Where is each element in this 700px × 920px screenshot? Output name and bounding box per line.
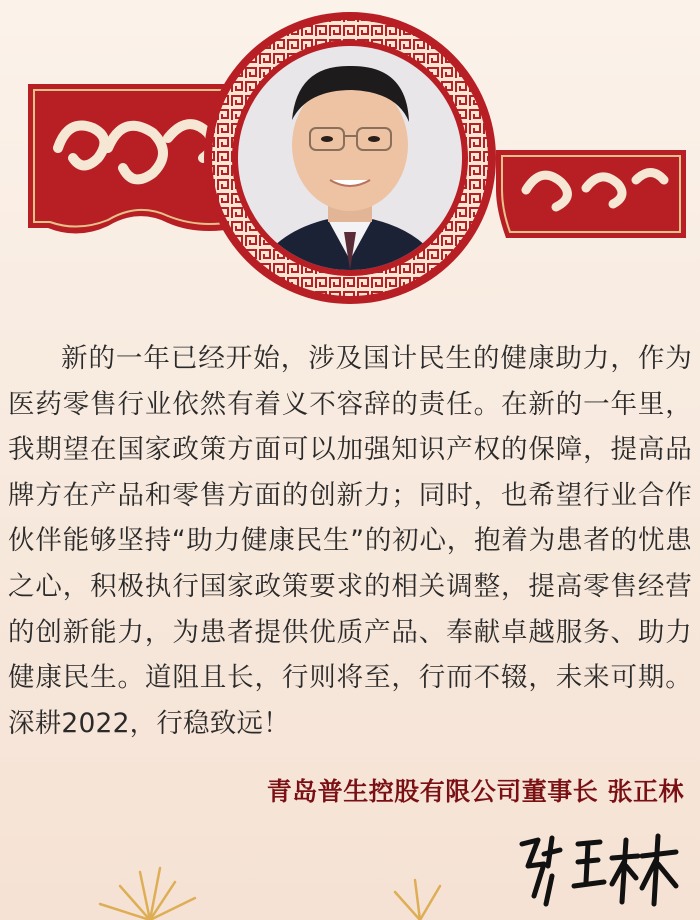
portrait-frame: [202, 10, 498, 306]
body-text: [8, 336, 692, 746]
header: [0, 0, 700, 320]
cloud-swirl-icon: [496, 150, 686, 246]
body-paragraph: 新的一年已经开始，涉及国计民生的健康助力，作为医药零售行业依然有着义不容辞的责任。在新的一年里，我期望在国家政策方面可以加强知识产权的保障，提高品牌方在产品和零售方面的创新力；同时，也希望行业合作伙伴能够坚持“助力健康民生”的初心，抱着为患者的忧患之心，积极执行国家政策要求的相关调整，提高零售经营的创新能力，为患者提供优质产品、奉献卓越服务、助力健康民生。道阻且长，行则将至，行而不辍，未来可期。深耕2022，行稳致远！: [8, 343, 692, 739]
signature: [508, 826, 688, 912]
author-line: 青岛普生控股有限公司董事长 张正林: [266, 777, 684, 806]
